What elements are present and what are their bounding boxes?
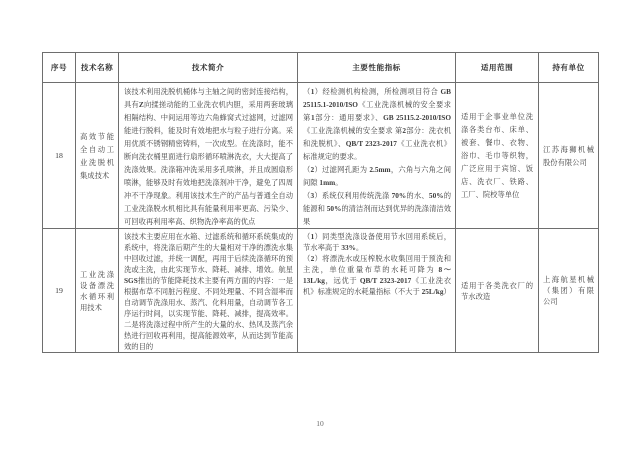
cell-serial-number: 18 bbox=[43, 83, 76, 229]
cell-performance-indicators bbox=[298, 83, 456, 229]
cell-technology-name: 高效节能全自动工业洗脱机集成技术 bbox=[76, 83, 119, 229]
cell-technology-name: 工业洗涤设备漂洗水循环利用技术 bbox=[76, 229, 119, 353]
cell-technology-intro: 该技术利用洗脱机桶体与主轴之间的密封连接结构，具有Z向揉搓动能的工业洗衣机内胆，采用两套玻璃相隔结构、中间运用等边六角蜂窝式过滤网，过滤网能进行脱料，能及时有效地把水与粒子进行分离。采用优质不锈钢精密铸料，一次成型。在洗涤时，能不断向洗衣桶里面进行扇形循环喷淋洗衣，大大提高了洗涤效果。洗涤箱冲洗采用多孔喷淋，并且成圆扇形喷淋，能够及时有效地把洗涤剂冲干净，避免了四周冲不干净现象。利用该技术生产的产品与普通全自动工业洗涤脱水机相比具有能量利用率更高、污染少、可回收再利用率高、织物洗净率高的优点 bbox=[119, 83, 298, 229]
indicator-item: （1）同类型洗涤设备使用节水回用系统后，节水率高于 33%。 bbox=[303, 232, 452, 252]
cell-technology-intro: 该技术主要应用在水箱、过滤系统和循环系统集成的系统中，将洗涤后期产生的大量相对干净的漂洗水集中回收过滤，并统一调配，再用于后续洗涤循环的预洗或主洗，由此实现节水、降耗、减排、增效。航星SGS推出的节能降耗技术主要有两方面的内容：一是根据布草不同脏污程度、不同处理量、不同含湿率而自动调节洗涤用水、蒸汽、化料用量，自动调节各工序运行时间，以实现节能、降耗、减排，提高效率。二是将洗涤过程中所产生的大量的水、热风及蒸汽余热进行回收再利用，提高能源效率，从而达到节能高效的目的 bbox=[119, 229, 298, 353]
cell-performance-indicators bbox=[298, 229, 456, 353]
table-row bbox=[43, 83, 599, 229]
technology-table bbox=[42, 52, 599, 353]
col-header-holder: 持有单位 bbox=[539, 53, 599, 83]
col-header-name: 技术名称 bbox=[76, 53, 119, 83]
cell-holding-unit: 江苏海狮机械股份有限公司 bbox=[539, 83, 599, 229]
col-header-no: 序号 bbox=[43, 53, 76, 83]
indicator-item: （2）过滤网孔距为 2.5mm，六角与六角之间间隙 1mm。 bbox=[303, 165, 452, 187]
table-body bbox=[43, 83, 599, 353]
table-header bbox=[43, 53, 599, 83]
cell-applicable-scope: 适用于企事业单位洗涤各类台布、床单、被套、餐巾、衣物、浴巾、毛巾等织物，广泛应用于宾馆、饭店、洗衣厂、铁路、工厂、院校等单位 bbox=[456, 83, 539, 229]
table-row bbox=[43, 229, 599, 353]
page-number: 10 bbox=[316, 419, 324, 428]
indicator-item: （2）将漂洗水或压榨脱水收集回用于预洗和主洗，单位重量布草的水耗可降为 8～13L/kg，远优于 QB/T 2323-2017《工业洗衣机》标准规定的水耗量指标（不大于 25L/kg） bbox=[303, 254, 452, 296]
col-header-indicators: 主要性能指标 bbox=[298, 53, 456, 83]
col-header-scope: 适用范围 bbox=[456, 53, 539, 83]
cell-serial-number: 19 bbox=[43, 229, 76, 353]
col-header-intro: 技术简介 bbox=[119, 53, 298, 83]
indicator-item: （3）系统仅利用传统洗涤 70%的水、50%的能源和 50%的清洁剂而达到优异的洗涤清洁效果 bbox=[303, 191, 452, 226]
cell-holding-unit: 上海航星机械（集团）有限公司 bbox=[539, 229, 599, 353]
header-row bbox=[43, 53, 599, 83]
indicator-item: （1）经检测机构检测，所检测项目符合 GB 25115.1-2010/ISO《工业洗涤机械的安全要求 第1部分：通用要求》、GB 25115.2-2010/ISO《工业洗涤机械的安全要求 第2部分：洗衣机和洗脱机》、QB/T 2323-2017《工业洗衣机》标准规定的要求。 bbox=[303, 87, 452, 161]
cell-applicable-scope: 适用于各类洗衣厂的节水改造 bbox=[456, 229, 539, 353]
